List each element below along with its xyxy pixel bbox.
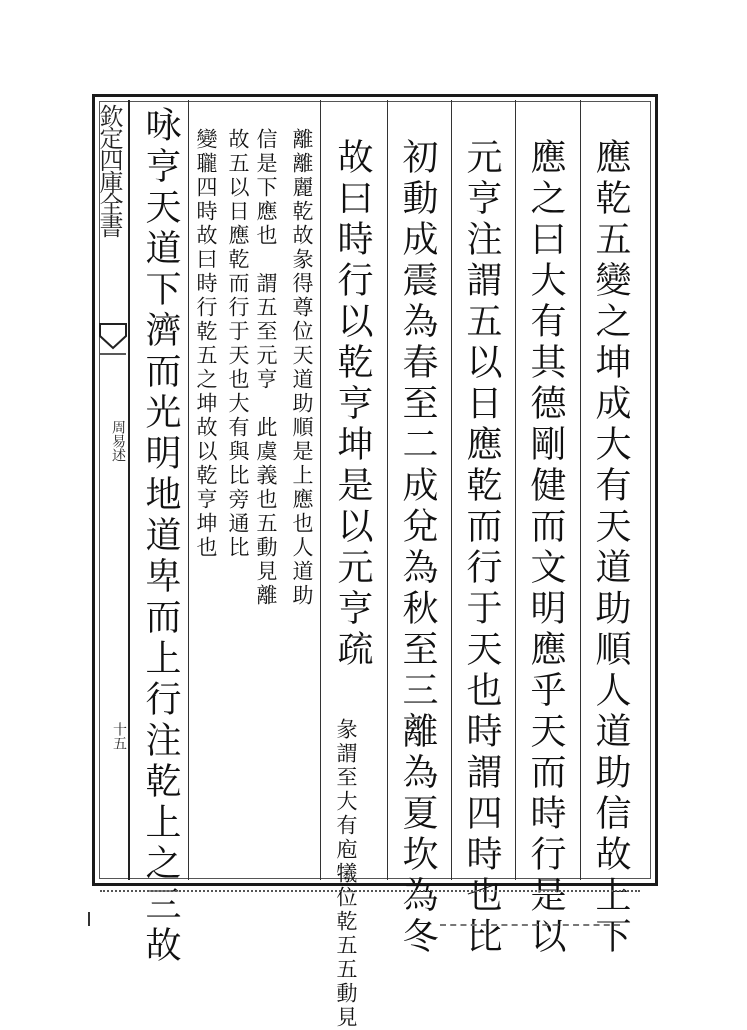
column-rule xyxy=(515,100,516,880)
text-column-4: 初動成震為春至二成兌為秋至三離為夏坎為冬 xyxy=(397,138,438,958)
scan-artifact-line xyxy=(100,890,640,896)
column-rule xyxy=(451,100,452,880)
column-rule xyxy=(188,100,189,880)
column-rule xyxy=(387,100,388,880)
column-rule xyxy=(320,100,321,880)
edge-page-number: 十五 xyxy=(111,722,127,750)
edge-collection-title: 欽定四庫全書 xyxy=(95,104,123,236)
text-column-10: 咏亨天道下濟而光明地道卑而上行注乾上之三故 xyxy=(140,106,181,967)
text-column-1: 應乾五變之坤成大有天道助順人道助信故上下 xyxy=(590,138,631,958)
edge-book-title: 周易述 xyxy=(110,420,126,462)
text-column-5: 故曰時行以乾亨坤是以元亨疏 xyxy=(332,138,373,671)
commentary-column-9: 變䏊四時故曰時行乾五之坤故以乾亨坤也 xyxy=(194,128,218,560)
scan-mark-dashes xyxy=(440,924,620,926)
text-column-2: 應之曰大有其德剛健而文明應乎天而時行是以 xyxy=(525,138,566,958)
text-column-3: 元亨注謂五以日應乾而行于天也時謂四時也比 xyxy=(461,138,502,958)
commentary-column-6: 離離麗乾故彖得尊位天道助順是上應也人道助 xyxy=(290,128,314,608)
commentary-column-7: 信是下應也 謂五至元亨 此虞義也五動見離 xyxy=(254,128,278,608)
scan-mark xyxy=(88,912,90,926)
column-rule xyxy=(580,100,581,880)
fishtail-ornament-icon xyxy=(98,322,128,362)
commentary-column-8: 故五以日應乾而行于天也大有與比旁通比 xyxy=(226,128,250,560)
commentary-column-5b: 彖謂至大有庖犧位乾五五動見 xyxy=(334,718,358,1030)
